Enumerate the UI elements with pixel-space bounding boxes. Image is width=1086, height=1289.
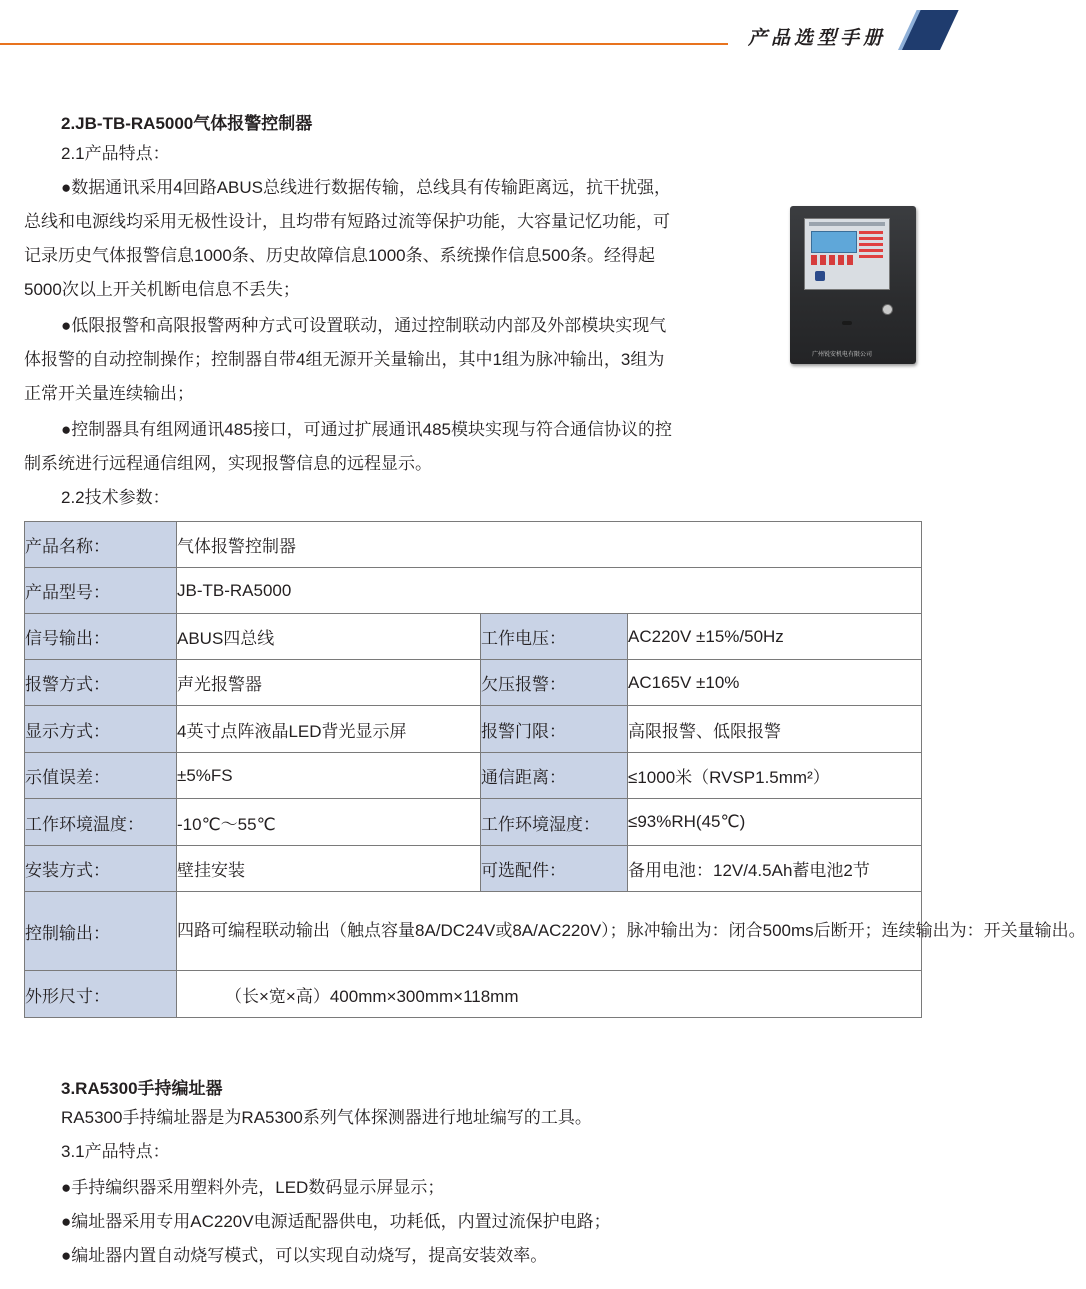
table-row (25, 799, 922, 846)
section3-heading: 3.RA5300手持编址器 (61, 1079, 223, 1098)
spec-label: 示值误差： (25, 753, 177, 799)
spec-value: ≤1000米（RVSP1.5mm²） (628, 753, 922, 799)
feature-line: 制系统进行远程通信组网，实现报警信息的远程显示。 (24, 454, 432, 473)
section2-params-heading: 2.2技术参数： (61, 488, 170, 507)
spec-label: 通信距离： (481, 753, 628, 799)
table-row (25, 753, 922, 799)
feature-line: ●编址器采用专用AC220V电源适配器供电，功耗低，内置过流保护电路； (61, 1212, 611, 1231)
spec-value: 壁挂安装 (177, 846, 481, 892)
controller-device-image (790, 206, 916, 364)
device-title-strip (809, 222, 885, 226)
header-tab (902, 10, 959, 50)
spec-value: 声光报警器 (177, 660, 481, 706)
table-row (25, 846, 922, 892)
spec-label: 信号输出： (25, 614, 177, 660)
table-row (25, 971, 922, 1018)
feature-line: ●编址器内置自动烧写模式，可以实现自动烧写，提高安装效率。 (61, 1246, 548, 1265)
spec-label: 产品型号： (25, 568, 177, 614)
header-title: 产品选型手册 (748, 28, 887, 49)
spec-label: 可选配件： (481, 846, 628, 892)
section3-features-heading: 3.1产品特点： (61, 1142, 170, 1161)
spec-value: 气体报警控制器 (177, 522, 922, 568)
spec-table (24, 521, 1086, 1018)
feature-line: 5000次以上开关机断电信息不丢失； (24, 280, 300, 299)
spec-value: 备用电池：12V/4.5Ah蓄电池2节 (628, 846, 922, 892)
feature-line: ●数据通讯采用4回路ABUS总线进行数据传输，总线具有传输距离远，抗干扰强， (61, 178, 672, 197)
spec-label: 工作环境湿度： (481, 799, 628, 846)
feature-line: 记录历史气体报警信息1000条、历史故障信息1000条、系统操作信息500条。经得起 (24, 246, 655, 265)
device-keypad (811, 255, 855, 265)
table-row (25, 660, 922, 706)
spec-value: 高限报警、低限报警 (628, 706, 922, 753)
spec-label: 工作环境温度： (25, 799, 177, 846)
spec-label: 报警门限： (481, 706, 628, 753)
feature-line: ●低限报警和高限报警两种方式可设置联动，通过控制联动内部及外部模块实现气 (61, 316, 667, 335)
section2-features-heading: 2.1产品特点： (61, 144, 170, 163)
spec-label: 产品名称： (25, 522, 177, 568)
spec-value: ±5%FS (177, 753, 481, 799)
device-caption: 广州锐安机电有限公司 (812, 352, 873, 358)
section3-intro: RA5300手持编址器是为RA5300系列气体探测器进行地址编写的工具。 (61, 1108, 592, 1127)
spec-label: 欠压报警： (481, 660, 628, 706)
spec-label: 显示方式： (25, 706, 177, 753)
feature-line: 总线和电源线均采用无极性设计，且均带有短路过流等保护功能，大容量记忆功能，可 (24, 212, 670, 231)
feature-line: 体报警的自动控制操作；控制器自带4组无源开关量输出，其中1组为脉冲输出，3组为 (24, 350, 665, 369)
table-row (25, 568, 922, 614)
spec-label: 外形尺寸： (25, 971, 177, 1018)
spec-value: 4英寸点阵液晶LED背光显示屏 (177, 706, 481, 753)
device-lcd-screen (811, 231, 857, 253)
table-row (25, 614, 922, 660)
table-row (25, 892, 922, 971)
table-row (25, 522, 922, 568)
section2-heading: 2.JB-TB-RA5000气体报警控制器 (61, 114, 313, 133)
spec-value: AC220V ±15%/50Hz (628, 614, 922, 660)
device-indicator-leds (859, 231, 883, 261)
spec-value: JB-TB-RA5000 (177, 568, 922, 614)
header-rule (0, 43, 728, 45)
spec-label: 控制输出： (25, 892, 177, 971)
feature-line: ●控制器具有组网通讯485接口，可通过扩展通讯485模块实现与符合通信协议的控 (61, 420, 672, 439)
feature-line: ●手持编织器采用塑料外壳，LED数码显示屏显示； (61, 1178, 445, 1197)
device-speaker-slot (842, 321, 852, 325)
spec-value: ≤93%RH(45℃) (628, 799, 922, 846)
spec-value: -10℃～55℃ (177, 799, 481, 846)
device-logo-icon (815, 271, 825, 281)
device-front-panel (804, 218, 890, 290)
device-lock-icon (882, 304, 893, 315)
spec-value: 四路可编程联动输出（触点容量8A/DC24V或8A/AC220V）；脉冲输出为：闭合500ms后断开；连续输出为：开关量输出。 (177, 892, 922, 971)
spec-value: ABUS四总线 (177, 614, 481, 660)
table-row (25, 706, 922, 753)
spec-value: AC165V ±10% (628, 660, 922, 706)
spec-label: 报警方式： (25, 660, 177, 706)
feature-line: 正常开关量连续输出； (24, 384, 194, 403)
spec-label: 安装方式： (25, 846, 177, 892)
spec-label: 工作电压： (481, 614, 628, 660)
spec-value: （长×宽×高）400mm×300mm×118mm (177, 971, 922, 1018)
